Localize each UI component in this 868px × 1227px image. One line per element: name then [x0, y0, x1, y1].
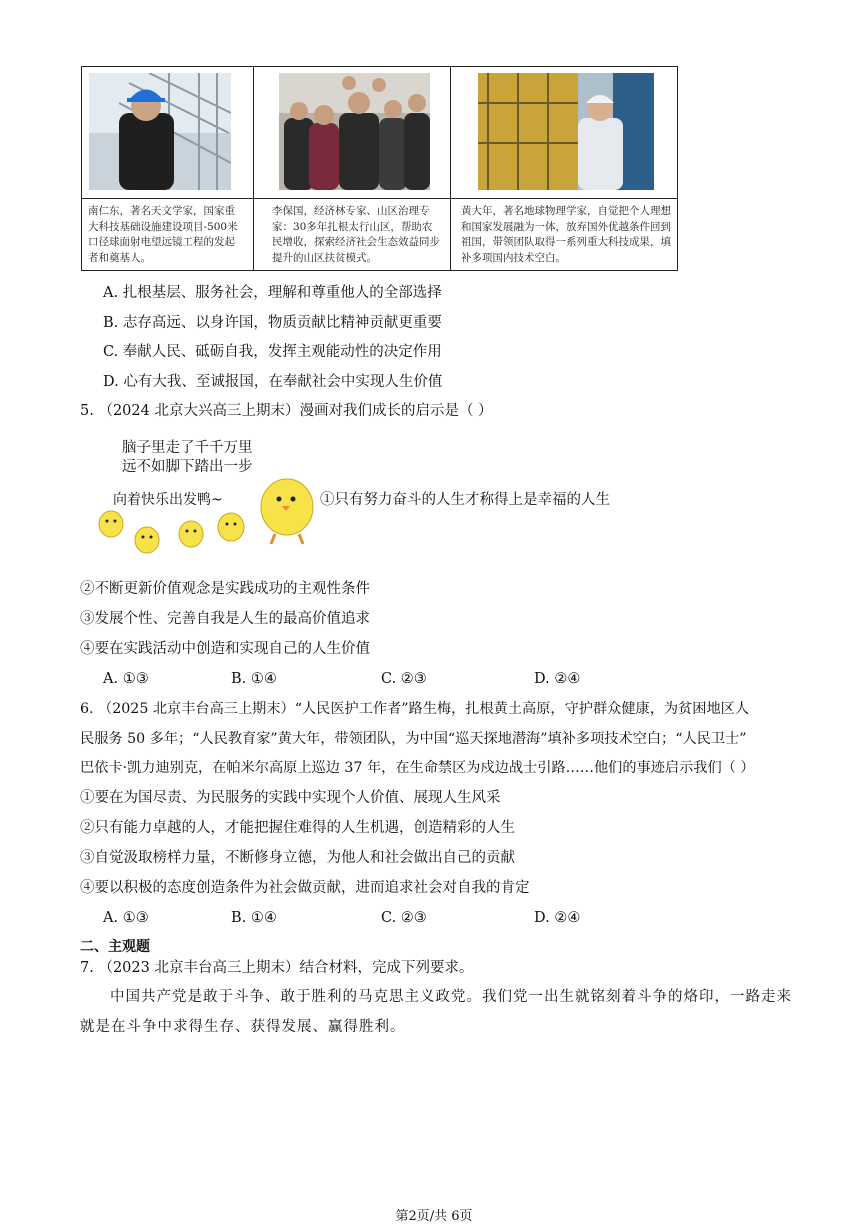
q5-choice-c: C. ②③ [381, 671, 427, 687]
photo-nan-rendong [89, 73, 231, 190]
q5-cartoon [95, 434, 320, 569]
q5-choice-a: A. ①③ [103, 671, 149, 687]
q6-stem-line3: 巴依卡·凯力迪别克，在帕米尔高原上巡边 37 年，在生命禁区为戍边战士引路……他们的事迹启示我们（ ） [80, 760, 755, 776]
caption-li-baoguo: 李保国，经济林专家、山区治理专家：30多年扎根太行山区，帮助农民增收，探索经济社会生态效益同步提升的山区扶贫模式。 [272, 205, 440, 264]
section-title-subjective: 二、主观题 [80, 939, 150, 955]
q6-choice-b: B. ①④ [231, 910, 277, 926]
q6-item-1: ①要在为国尽责、为民服务的实践中实现个人价值、展现人生风采 [80, 790, 501, 806]
cartoon-caption-line2: 远不如脚下踏出一步 [122, 459, 253, 475]
q4-option-a: A. 扎根基层、服务社会，理解和尊重他人的全部选择 [103, 285, 442, 301]
q5-stem: 5. （2024 北京大兴高三上期末）漫画对我们成长的启示是（ ） [80, 403, 493, 419]
cartoon-caption-line1: 脑子里走了千千万里 [122, 440, 253, 456]
q6-choice-a: A. ①③ [103, 910, 149, 926]
page-number: 第2页/共 6页 [395, 1209, 473, 1224]
q6-stem-line1: 6. （2025 北京丰台高三上期末）“人民医护工作者”路生梅，扎根黄土高原，守护群众健康，为贫困地区人 [80, 701, 750, 717]
q7-stem: 7. （2023 北京丰台高三上期末）结合材料，完成下列要求。 [80, 960, 474, 976]
q5-choice-d: D. ②④ [534, 671, 581, 687]
q5-choice-b: B. ①④ [231, 671, 277, 687]
q5-item-2: ②不断更新价值观念是实践成功的主观性条件 [80, 581, 370, 597]
q6-item-2: ②只有能力卓越的人，才能把握住难得的人生机遇，创造精彩的人生 [80, 820, 515, 836]
q6-item-3: ③自觉汲取榜样力量，不断修身立德，为他人和社会做出自己的贡献 [80, 850, 515, 866]
photo-li-baoguo [279, 73, 430, 190]
q4-option-b: B. 志存高远、以身许国，物质贡献比精神贡献更重要 [103, 315, 442, 331]
q5-choices [103, 669, 663, 689]
q5-item-1: ①只有努力奋斗的人生才称得上是幸福的人生 [320, 492, 610, 508]
q7-material-line2: 就是在斗争中求得生存、获得发展、赢得胜利。 [80, 1019, 406, 1035]
q4-option-c: C. 奉献人民、砥砺自我，发挥主观能动性的决定作用 [103, 344, 442, 360]
q5-item-4: ④要在实践活动中创造和实现自己的人生价值 [80, 641, 370, 657]
caption-huang-danian: 黄大年，著名地球物理学家，自觉把个人理想和国家发展融为一体，放弃国外优越条件回到祖国，带领团队取得一系列重大科技成果，填补多项国内技术空白。 [461, 205, 671, 264]
cartoon-caption-line3: 向着快乐出发鸭~ [113, 492, 223, 508]
caption-nan-rendong: 南仁东，著名天文学家，国家重大科技基础设施建设项目-500米口径球面射电望远镜工程的发起者和奠基人。 [88, 205, 238, 264]
photo-huang-danian [478, 73, 654, 190]
q7-material-line1: 中国共产党是敢于斗争、敢于胜利的马克思主义政党。我们党一出生就铭刻着斗争的烙印，一路走来 [110, 989, 792, 1005]
q6-choice-d: D. ②④ [534, 910, 581, 926]
q5-item-3: ③发展个性、完善自我是人生的最高价值追求 [80, 611, 370, 627]
ducklings-illustration [95, 472, 320, 569]
q4-option-d: D. 心有大我、至诚报国，在奉献社会中实现人生价值 [103, 374, 443, 390]
q6-item-4: ④要以积极的态度创造条件为社会做贡献，进而追求社会对自我的肯定 [80, 880, 530, 896]
q6-choices [103, 908, 663, 928]
scientist-table [81, 66, 678, 271]
q6-choice-c: C. ②③ [381, 910, 427, 926]
q6-stem-line2: 民服务 50 多年；“人民教育家”黄大年，带领团队，为中国“巡天探地潜海”填补多项技术空白；“人民卫士” [80, 731, 747, 747]
